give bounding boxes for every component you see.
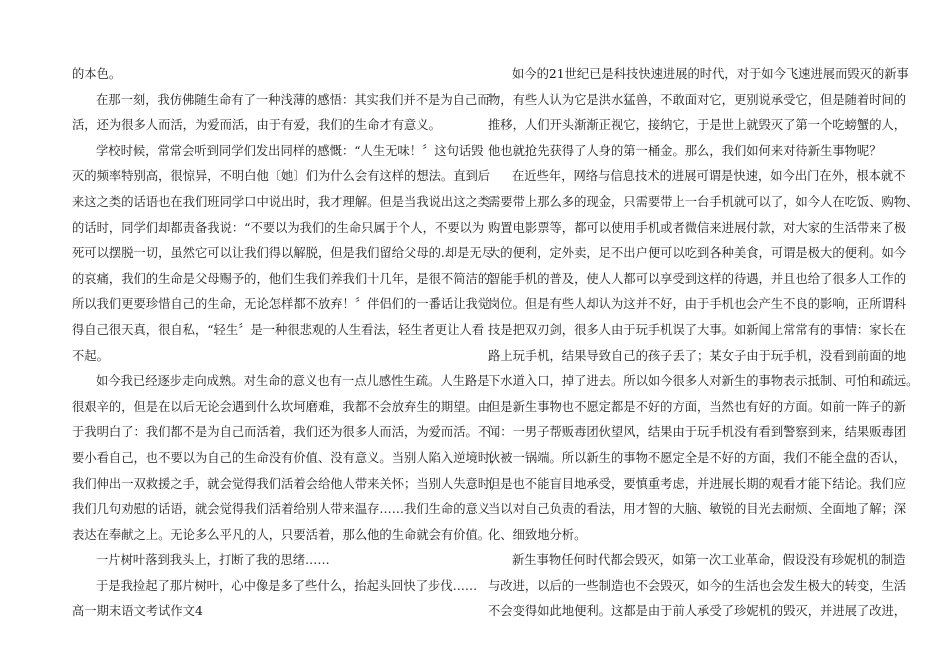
text-line: 在近些年，网络与信息技术的进展可谓是快速，如今出门在外，根本就不	[512, 169, 906, 184]
text-line: 的话时，同学们却都责备我说：“不要以为我们的生命只属于个人，不要以为	[72, 220, 485, 235]
left-text-column	[72, 62, 503, 625]
text-line: 与改进，以后的一些制造也不会毁灭，如今的生活也会发生极大的转变，生活	[488, 578, 907, 593]
text-line: 的哀痛，我们的生命是父母赐予的，他们生我们养我们十几年，是很不简洁的。	[72, 271, 503, 286]
text-line: 一片树叶落到我头上，打断了我的思绪……	[96, 553, 330, 568]
text-line: 新生事物任何时代都会毁灭，如第一次工业革命，假设没有珍妮机的制造	[512, 553, 906, 568]
text-line: 来这之类的话语也在我们班同学口中说出时，我才理解。但是当我说出这之类	[72, 194, 491, 209]
text-line: 化、细致地分析。	[488, 527, 587, 542]
text-line: 购置电影票等，都可以使用手机或者微信来进展付款，对大家的生活带来了极	[488, 220, 907, 235]
text-line: 大的便利，定外卖，足不出户便可以吃到各种美食，可谓是极大的便利。如今	[488, 246, 907, 261]
text-line: 的本色。	[72, 67, 122, 81]
text-line: 下水道入口，掉了进去。所以如今很多人对新生的事物表示抵制、可怕和疏远。	[488, 374, 919, 389]
text-line: 表达在奉献之上。无论多么平凡的人，只要活着，那么他的生命就会有价值。	[72, 527, 491, 542]
text-line: 不会变得如此地便利。这都是由于前人承受了珍妮机的毁灭，并进展了改进，	[488, 604, 907, 619]
text-line: 不起。	[72, 348, 109, 363]
text-line: 但是也不能盲目地承受，要慎重考虑，并进展长期的观看才能下结论。我们应	[488, 476, 907, 491]
text-line: 在那一刻，我仿佛随生命有了一种浅薄的感悟：其实我们并不是为自己而	[96, 92, 490, 107]
text-line: 当以对自己负责的看法，用才智的大脑、敏锐的目光去耐烦、全面地了解；深	[488, 502, 907, 517]
text-line: 学校时候，常常会听到同学们发出同样的感慨：“人生无味！〞这句话毁	[96, 143, 484, 158]
text-line: 活，还为很多人而活，为爱而活，由于有爱，我们的生命才有意义。	[72, 118, 441, 133]
text-line: 需要带上那么多的现金，只需要带上一台手机就可以了，如今人在吃饭、购物、	[488, 194, 919, 209]
text-line: 路上玩手机，结果导致自己的孩子丢了；某女子由于玩手机，没看到前面的地	[488, 348, 907, 363]
text-line: 智能手机的普及，使人人都可以享受到这样的待遇，并且也给了很多人工作的	[488, 271, 907, 286]
text-line: 灭的频率特别高，很惊异，不明白他〔她〕们为什么会有这样的想法。直到后	[72, 169, 491, 184]
text-line: 得自己很天真，很自私，“轻生〞是一种很悲观的人生看法，轻生者更让人看	[72, 322, 485, 337]
text-line: 于我明白了：我们都不是为自己而活着，我们还为很多人而活，为爱而活。不	[72, 425, 491, 440]
text-line: 如今我已经逐步走向成熟。对生命的意义也有一点儿感性生疏。人生路是	[96, 374, 490, 389]
right-text-column	[488, 62, 919, 625]
text-line: 高一期末语文考试作文4	[72, 604, 203, 619]
text-line: 但是新生事物也不愿定都是不好的方面，当然也有好的方面。如前一阵子的新	[488, 399, 907, 414]
text-line: 如今的21世纪已是科技快速进展的时代，对于如今飞速进展而毁灭的新事	[512, 67, 909, 81]
text-line: 伙被一锅端。所以新生的事物不愿定全是不好的方面，我们不能全盘的否认，	[488, 450, 907, 465]
text-line: 岗位。但是有些人却认为这并不好，由于手机也会产生不良的影响，正所谓科	[488, 297, 907, 312]
text-line: 我们伸出一双救援之手，就会觉得我们活着会给他人带来关怀；当别人失意时，	[72, 476, 503, 491]
text-line: 技是把双刃剑，很多人由于玩手机误了大事。如新闻上常常有的事情：家长在	[488, 322, 907, 337]
text-line: 他也就抢先获得了人身的第一桶金。那么，我们如何来对待新生事物呢？	[488, 143, 882, 158]
text-line: 推移，人们开头渐渐正视它，接纳它，于是世上就毁灭了第一个吃螃蟹的人，	[488, 118, 907, 133]
text-line: 闻：一男子帮贩毒团伙望风，结果由于玩手机没有看到警察到来，结果贩毒团	[488, 425, 907, 440]
text-line: 于是我捡起了那片树叶，心中像是多了些什么，抬起头回快了步伐……	[96, 578, 478, 593]
text-line: 死可以摆脱一切，虽然它可以让我们得以解脱，但是我们留给父母的.却是无尽	[72, 246, 495, 261]
text-line: 物，有些人认为它是洪水猛兽，不敢面对它，更别说承受它，但是随着时间的	[488, 92, 907, 107]
text-line: 我们几句劝慰的话语，就会觉得我们活着给别人带来温存……我们生命的意义	[72, 502, 491, 517]
text-line: 很艰辛的，但是在以后无论会遇到什么坎坷磨难，我都不会放弃生的期望。由	[72, 399, 491, 414]
text-line: 要小看自己，也不要以为自己的生命没有价值、没有意义。当别人陷入逆境时，	[72, 450, 503, 465]
text-line: 所以我们更要珍惜自己的生命，无论怎样都不放弃！〞伴侣们的一番话让我觉	[72, 297, 491, 312]
